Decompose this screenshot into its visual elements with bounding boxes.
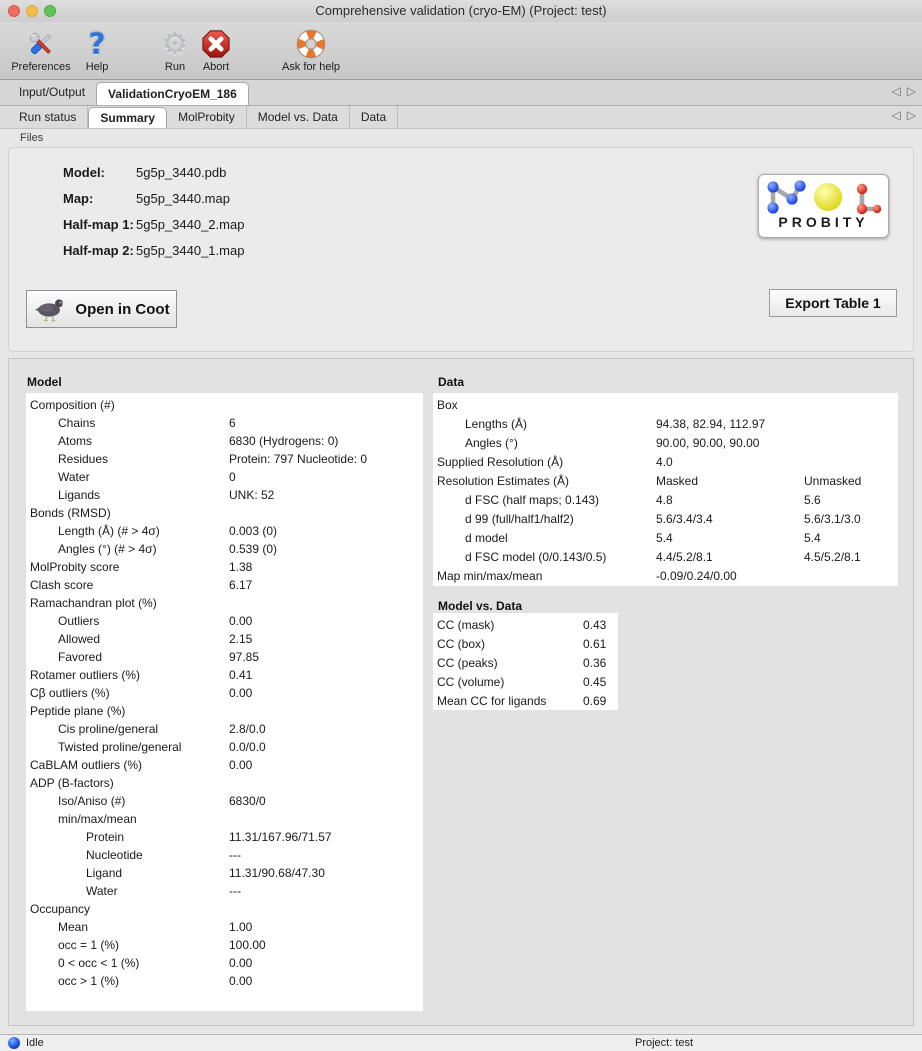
stat-row — [26, 792, 423, 810]
stat-value: 0.69 — [583, 694, 607, 708]
tab-scroll-right-icon[interactable]: ▷ — [906, 83, 916, 98]
data-stats-table — [433, 393, 898, 586]
stat-row — [433, 491, 898, 510]
export-table-1-button[interactable] — [769, 289, 897, 317]
stat-label: Protein — [86, 830, 125, 844]
model-section-title: Model — [27, 375, 62, 389]
stat-row — [433, 673, 618, 692]
file-value: 5g5p_3440.pdb — [136, 165, 227, 180]
stat-label: min/max/mean — [58, 812, 137, 826]
sub-tab-bar — [0, 106, 922, 129]
stat-row — [26, 576, 423, 594]
status-sphere-icon — [8, 1037, 20, 1049]
stat-row — [26, 414, 423, 432]
main-tab-bar — [0, 80, 922, 106]
stat-row — [26, 540, 423, 558]
stat-value-unmasked: Unmasked — [804, 474, 862, 488]
validation-summary-panel — [8, 358, 914, 1026]
stat-label: Composition (#) — [30, 398, 115, 412]
status-bar — [0, 1034, 922, 1051]
tab-summary[interactable]: Summary — [88, 107, 167, 128]
stat-row — [26, 630, 423, 648]
stat-label: Mean — [58, 920, 89, 934]
stat-value-masked: 90.00, 90.00, 90.00 — [656, 436, 760, 450]
stat-label: 0 < occ < 1 (%) — [58, 956, 140, 970]
stat-label: Bonds (RMSD) — [30, 506, 111, 520]
model-stats-table — [26, 393, 423, 1011]
lifebuoy-icon — [296, 26, 326, 62]
stat-row — [433, 415, 898, 434]
stat-label: Ligand — [86, 866, 123, 880]
stat-label: Chains — [58, 416, 96, 430]
stat-row — [26, 864, 423, 882]
stop-x-icon — [201, 26, 231, 62]
stat-row — [26, 810, 423, 828]
tab-validation-cryoem[interactable]: ValidationCryoEM_186 — [96, 82, 249, 105]
tab-model-vs-data[interactable]: Model vs. Data — [247, 106, 350, 128]
stat-label: Favored — [58, 650, 103, 664]
stat-row — [26, 900, 423, 918]
open-in-coot-label: Open in Coot — [75, 300, 170, 318]
stat-row — [26, 666, 423, 684]
stat-label: Clash score — [30, 578, 94, 592]
stat-label: Residues — [58, 452, 109, 466]
stat-value: 0.45 — [583, 675, 607, 689]
stat-label: Angles (°) (# > 4σ) — [58, 542, 157, 556]
stat-label: Cis proline/general — [58, 722, 159, 736]
stat-label: Allowed — [58, 632, 101, 646]
stat-row — [26, 954, 423, 972]
stat-label: Angles (°) — [465, 436, 518, 450]
stat-label: Peptide plane (%) — [30, 704, 126, 718]
file-list — [63, 160, 244, 264]
preferences-button[interactable] — [8, 26, 74, 73]
stat-row — [433, 654, 618, 673]
stat-value: 1.38 — [229, 560, 253, 574]
stat-value: 0.00 — [229, 758, 253, 772]
stat-row — [26, 918, 423, 936]
stat-row — [26, 522, 423, 540]
file-label: Half-map 2: — [63, 243, 134, 258]
tab-scroll-left-icon[interactable]: ◁ — [891, 83, 901, 98]
stat-row — [433, 453, 898, 472]
stat-value: 0.36 — [583, 656, 607, 670]
tab-molprobity[interactable]: MolProbity — [167, 106, 247, 128]
export-table-1-label: Export Table 1 — [785, 295, 881, 311]
stat-row — [26, 828, 423, 846]
stat-row — [26, 468, 423, 486]
stat-label: Nucleotide — [86, 848, 143, 862]
stat-row — [433, 510, 898, 529]
stat-row — [26, 972, 423, 990]
stat-value-masked: 5.6/3.4/3.4 — [656, 512, 713, 526]
stat-row — [26, 612, 423, 630]
gear-icon: ⚙ — [161, 26, 189, 62]
molprobity-logo — [758, 174, 889, 238]
stat-row — [26, 396, 423, 414]
files-group-box — [8, 147, 914, 352]
stat-value-unmasked: 5.4 — [804, 531, 821, 545]
stat-value: 0.00 — [229, 686, 253, 700]
stat-value: 0.00 — [229, 974, 253, 988]
stat-label: CaBLAM outliers (%) — [30, 758, 143, 772]
stat-value-masked: 4.4/5.2/8.1 — [656, 550, 713, 564]
project-label: Project: test — [635, 1037, 694, 1049]
stat-row — [26, 450, 423, 468]
summary-page — [0, 129, 922, 1034]
stat-row — [433, 567, 898, 586]
stat-label: Resolution Estimates (Å) — [437, 474, 570, 488]
ask-for-help-label: Ask for help — [281, 61, 341, 73]
stat-value-masked: -0.09/0.24/0.00 — [656, 569, 737, 583]
stat-value: 0.43 — [583, 618, 607, 632]
file-value: 5g5p_3440_2.map — [136, 217, 245, 232]
stat-value: 97.85 — [229, 650, 260, 664]
stat-label: Outliers — [58, 614, 100, 628]
stat-label: Water — [58, 470, 90, 484]
stat-label: Rotamer outliers (%) — [30, 668, 141, 682]
stat-row — [433, 635, 618, 654]
stat-value: --- — [229, 884, 241, 898]
stat-value: 0.539 (0) — [229, 542, 278, 556]
window-title: Comprehensive validation (cryo-EM) (Project: test) — [315, 3, 607, 18]
stat-value-unmasked: 5.6/3.1/3.0 — [804, 512, 861, 526]
stat-label: Map min/max/mean — [437, 569, 543, 583]
stat-row — [26, 936, 423, 954]
stat-label: d FSC model (0/0.143/0.5) — [465, 550, 607, 564]
abort-button[interactable] — [193, 26, 239, 73]
model-vs-data-section-title: Model vs. Data — [438, 599, 523, 613]
tab-run-status[interactable]: Run status — [8, 106, 88, 128]
stat-row — [26, 486, 423, 504]
stat-label: d FSC (half maps; 0.143) — [465, 493, 600, 507]
molprobity-logo-text: PROBITY — [778, 214, 869, 230]
model-vs-data-stats-table — [433, 613, 618, 710]
stat-label: Lengths (Å) — [465, 417, 528, 431]
stat-value-masked: 94.38, 82.94, 112.97 — [656, 417, 766, 431]
stat-label: Length (Å) (# > 4σ) — [58, 524, 160, 538]
stat-label: Ligands — [58, 488, 101, 502]
stat-label: CC (volume) — [437, 675, 505, 689]
file-value: 5g5p_3440.map — [136, 191, 230, 206]
stat-value: 11.31/90.68/47.30 — [229, 866, 325, 880]
stat-row — [433, 692, 618, 710]
preferences-label: Preferences — [11, 61, 71, 73]
abort-label: Abort — [202, 61, 230, 73]
stat-label: occ > 1 (%) — [58, 974, 120, 988]
stat-row — [433, 396, 898, 415]
run-button[interactable] — [157, 26, 193, 73]
stat-row — [26, 882, 423, 900]
help-label: Help — [85, 61, 109, 73]
stat-value: 6830 (Hydrogens: 0) — [229, 434, 339, 448]
molprobity-mol-graphic — [765, 178, 883, 216]
tools-icon — [25, 26, 57, 62]
stat-value: 0.003 (0) — [229, 524, 278, 538]
stat-label: CC (peaks) — [437, 656, 498, 670]
stat-label: CC (mask) — [437, 618, 495, 632]
stat-label: Box — [437, 398, 458, 412]
stat-row — [26, 720, 423, 738]
stat-value-masked: 5.4 — [656, 531, 673, 545]
stat-value: 6.17 — [229, 578, 253, 592]
stat-value-unmasked: 5.6 — [804, 493, 821, 507]
stat-value: 0 — [229, 470, 236, 484]
stat-value: 6830/0 — [229, 794, 266, 808]
stat-label: Iso/Aniso (#) — [58, 794, 126, 808]
stat-row — [26, 648, 423, 666]
stat-row — [26, 558, 423, 576]
stat-value: 1.00 — [229, 920, 253, 934]
stat-value: 0.0/0.0 — [229, 740, 266, 754]
stat-label: Cβ outliers (%) — [30, 686, 110, 700]
stat-row — [433, 616, 618, 635]
stat-label: Ramachandran plot (%) — [30, 596, 157, 610]
stat-row — [26, 702, 423, 720]
stat-value-unmasked: 4.5/5.2/8.1 — [804, 550, 861, 564]
stat-value: 0.00 — [229, 956, 253, 970]
stat-label: CC (box) — [437, 637, 486, 651]
coot-bird-icon — [33, 296, 69, 322]
stat-value-masked: 4.8 — [656, 493, 673, 507]
stat-row — [26, 846, 423, 864]
stat-label: Water — [86, 884, 118, 898]
stat-row — [26, 684, 423, 702]
stat-label: ADP (B-factors) — [30, 776, 114, 790]
stat-row — [26, 594, 423, 612]
stat-row — [26, 738, 423, 756]
stat-label: MolProbity score — [30, 560, 120, 574]
stat-row — [433, 529, 898, 548]
tab-scroll-right-icon[interactable]: ▷ — [906, 108, 916, 122]
stat-row — [26, 774, 423, 792]
tab-input-output[interactable]: Input/Output — [19, 85, 86, 99]
title-bar — [0, 0, 922, 22]
stat-value: 6 — [229, 416, 236, 430]
stat-row — [26, 504, 423, 522]
data-section-title: Data — [438, 375, 465, 389]
stat-value: 0.00 — [229, 614, 253, 628]
stat-label: occ = 1 (%) — [58, 938, 120, 952]
stat-label: Supplied Resolution (Å) — [437, 455, 564, 469]
file-row-half-map-2 — [63, 238, 244, 264]
help-button[interactable] — [80, 26, 114, 73]
stat-value-masked: 4.0 — [656, 455, 673, 469]
stat-value: 2.15 — [229, 632, 253, 646]
toolbar — [0, 22, 922, 80]
tab-scroll-left-icon[interactable]: ◁ — [891, 108, 901, 122]
file-label: Model: — [63, 165, 105, 180]
open-in-coot-button[interactable] — [26, 290, 177, 328]
stat-value: 100.00 — [229, 938, 266, 952]
question-mark-icon: ? — [88, 27, 106, 61]
stat-row — [433, 548, 898, 567]
stat-label: Mean CC for ligands — [437, 694, 547, 708]
tab-data[interactable]: Data — [350, 106, 398, 128]
file-row-model — [63, 160, 244, 186]
status-text: Idle — [26, 1037, 44, 1049]
file-label: Map: — [63, 191, 94, 206]
stat-label: Twisted proline/general — [58, 740, 182, 754]
files-group-label: Files — [20, 132, 44, 144]
stat-row — [26, 432, 423, 450]
stat-value: UNK: 52 — [229, 488, 275, 502]
stat-row — [433, 434, 898, 453]
stat-label: Occupancy — [30, 902, 91, 916]
stat-value-masked — [656, 396, 804, 415]
stat-value: Protein: 797 Nucleotide: 0 — [229, 452, 368, 466]
file-row-map — [63, 186, 244, 212]
stat-label: d 99 (full/half1/half2) — [465, 512, 574, 526]
stat-value: --- — [229, 848, 241, 862]
file-label: Half-map 1: — [63, 217, 134, 232]
run-label: Run — [164, 61, 186, 73]
stat-label: Atoms — [58, 434, 93, 448]
stat-row — [433, 472, 898, 491]
stat-value: 2.8/0.0 — [229, 722, 266, 736]
file-value: 5g5p_3440_1.map — [136, 243, 245, 258]
stat-value: 11.31/167.96/71.57 — [229, 830, 332, 844]
stat-value: 0.41 — [229, 668, 253, 682]
stat-value-masked: Masked — [656, 474, 699, 488]
stat-label: d model — [465, 531, 508, 545]
file-row-half-map-1 — [63, 212, 244, 238]
stat-value: 0.61 — [583, 637, 607, 651]
stat-row — [26, 756, 423, 774]
ask-for-help-button[interactable] — [276, 26, 346, 73]
